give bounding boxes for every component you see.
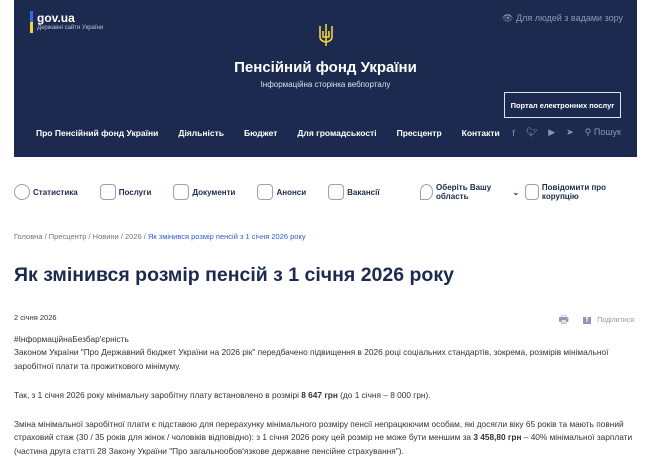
text: (до 1 січня – 8 000 грн).: [337, 389, 431, 400]
quick-links: [14, 183, 650, 201]
min-pension-value: 3 458,80 грн: [473, 432, 522, 443]
nav-activity[interactable]: Діяльність: [178, 128, 225, 138]
text: Зміна мінімальної заробітної плати є підставою для перерахунку мінімального розміру пенсії непрацюючим особам, які досягли віку 65 років та мають повний страховий стаж (30 / 35 років для жінок / чоловіків відповідно): з 1 січня 2026 року цей розмір не може бути меншим за: [14, 419, 624, 443]
gov-subtitle: Державні сайти України: [37, 25, 104, 31]
page-title: Як змінився розмір пенсій з 1 січня 2026 року: [14, 264, 454, 286]
accessibility-link[interactable]: [502, 13, 623, 24]
quick-services[interactable]: [100, 184, 152, 200]
gov-ua-logo[interactable]: [30, 11, 103, 33]
breadcrumb-news[interactable]: Новини: [92, 232, 119, 241]
nav-about[interactable]: Про Пенсійний фонд України: [36, 128, 159, 138]
breadcrumb-current: Як змінився розмір пенсій з 1 січня 2026 року: [147, 232, 306, 241]
bell-icon: [257, 184, 273, 200]
quick-label: Статистика: [33, 187, 78, 197]
quick-documents[interactable]: [173, 184, 235, 200]
nav-press[interactable]: Пресцентр: [396, 128, 442, 138]
gov-title: gov.ua: [37, 11, 75, 25]
trident-icon: [318, 23, 334, 47]
article-body: [14, 333, 634, 474]
breadcrumb-year[interactable]: 2026: [125, 232, 142, 241]
search-label: Пошук: [593, 127, 621, 137]
hand-icon: [525, 184, 539, 200]
chevron-down-icon: ⌄: [512, 187, 520, 197]
telegram-icon[interactable]: ➤: [566, 127, 574, 137]
chart-icon: [14, 184, 30, 200]
quick-report-corruption[interactable]: [525, 183, 628, 201]
briefcase-icon: [328, 184, 344, 200]
portal-button[interactable]: Портал електронних послуг: [504, 92, 621, 118]
quick-announcements[interactable]: [257, 184, 306, 200]
flag-icon: [30, 11, 33, 33]
nav-budget[interactable]: Бюджет: [244, 128, 278, 138]
breadcrumb-home[interactable]: Головна: [14, 232, 43, 241]
text: – 40% мінімальної зарплати (частина друга статті 28 Закону України "Про загальнообов'язкове державне пенсійне страхування").: [14, 432, 633, 456]
social-links: [512, 127, 621, 138]
hashtag[interactable]: #ІнформаційнаБезбар'єрність: [14, 334, 129, 344]
location-pin-icon: [420, 184, 433, 200]
nav-public[interactable]: Для громадськості: [297, 128, 377, 138]
text: Так, з 1 січня 2026 року мінімальну заробітну плату встановлено в розмірі: [14, 389, 302, 400]
share-label: Поділитися: [597, 317, 634, 324]
accessibility-label: Для людей з вадами зору: [515, 13, 623, 23]
main-nav: [36, 128, 500, 138]
quick-label: Анонси: [276, 187, 307, 197]
site-header: [14, 0, 637, 157]
min-wage-value: 8 647 грн: [301, 389, 338, 400]
layers-icon: [100, 184, 116, 200]
share-bar: [558, 311, 634, 330]
site-title: Пенсійний фонд України: [234, 59, 417, 76]
quick-label: Вакансії: [347, 187, 380, 197]
paragraph: [14, 389, 634, 402]
quick-vacancies[interactable]: [328, 184, 379, 200]
facebook-icon[interactable]: f: [512, 127, 515, 138]
youtube-icon[interactable]: ▶: [548, 127, 556, 137]
search-button[interactable]: [585, 127, 621, 138]
share-button[interactable]: [583, 317, 634, 324]
quick-label: Документи: [192, 187, 236, 197]
quick-label: Послуги: [118, 187, 152, 197]
paragraph: Законом України "Про Державний бюджет України на 2026 рік" передбачено підвищення в 2026 році соціальних стандартів, зокрема, розмірів мінімальної заробітної плати та прожиткового мінімуму.: [14, 347, 609, 371]
eye-icon: 👁: [502, 13, 516, 23]
breadcrumb-press[interactable]: Пресцентр: [48, 232, 87, 241]
facebook-icon: f: [583, 317, 591, 324]
breadcrumb: Головна / Пресцентр / Новини / 2026 / Як змінився розмір пенсій з 1 січня 2026 року: [14, 232, 306, 241]
document-icon: [173, 184, 189, 200]
region-select[interactable]: [420, 183, 520, 201]
paragraph: [14, 418, 634, 458]
site-subtitle: Інформаційна сторінка вебпорталу: [260, 80, 391, 89]
quick-statistics[interactable]: [14, 184, 78, 200]
article-date: 2 січня 2026: [14, 313, 57, 322]
print-icon[interactable]: 🖶: [558, 314, 569, 326]
search-icon: ⚲: [584, 127, 594, 137]
quick-label: Оберіть Вашу область: [436, 183, 492, 201]
twitter-icon[interactable]: 🐦︎: [525, 127, 538, 137]
quick-label: Повідомити про корупцію: [541, 183, 607, 201]
nav-contacts[interactable]: Контакти: [461, 128, 500, 138]
